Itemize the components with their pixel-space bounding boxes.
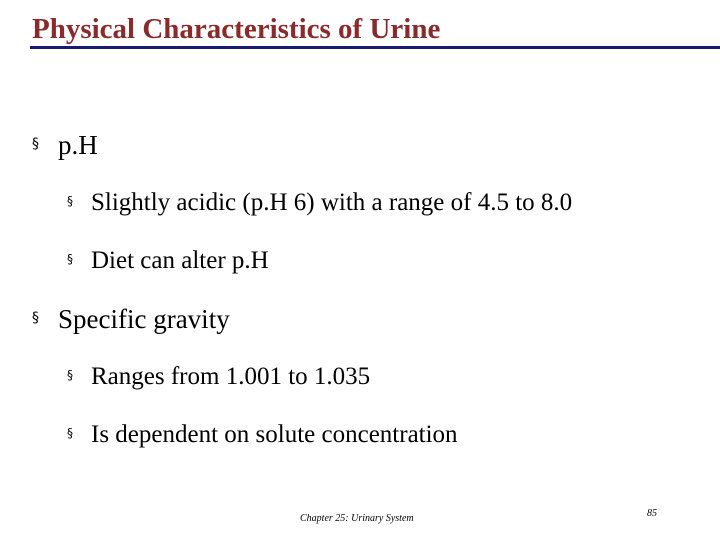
sub-bullet-marker-icon: § xyxy=(67,252,73,266)
sub-bullet-text: Diet can alter p.H xyxy=(91,247,269,274)
sub-bullet-range xyxy=(67,363,370,391)
footer-chapter: Chapter 25: Urinary System xyxy=(300,513,414,524)
sub-bullet-marker-icon: § xyxy=(67,426,73,440)
bullet-text: p.H xyxy=(58,130,98,160)
sub-bullet-acidic xyxy=(67,189,572,217)
title-underline xyxy=(30,46,720,49)
sub-bullet-text: Slightly acidic (p.H 6) with a range of 4.5 to 8.0 xyxy=(91,189,573,216)
sub-bullet-marker-icon: § xyxy=(67,194,73,208)
bullet-marker-icon: § xyxy=(32,136,39,152)
sub-bullet-text: Is dependent on solute concentration xyxy=(91,421,458,448)
page-number: 85 xyxy=(647,508,657,519)
sub-bullet-text: Ranges from 1.001 to 1.035 xyxy=(91,363,371,390)
sub-bullet-marker-icon: § xyxy=(67,368,73,382)
bullet-specific-gravity xyxy=(32,304,230,335)
sub-bullet-diet xyxy=(67,247,269,275)
slide-title: Physical Characteristics of Urine xyxy=(32,13,441,45)
sub-bullet-solute xyxy=(67,421,458,449)
bullet-marker-icon: § xyxy=(32,310,39,326)
bullet-ph xyxy=(32,130,98,161)
bullet-text: Specific gravity xyxy=(58,304,230,334)
